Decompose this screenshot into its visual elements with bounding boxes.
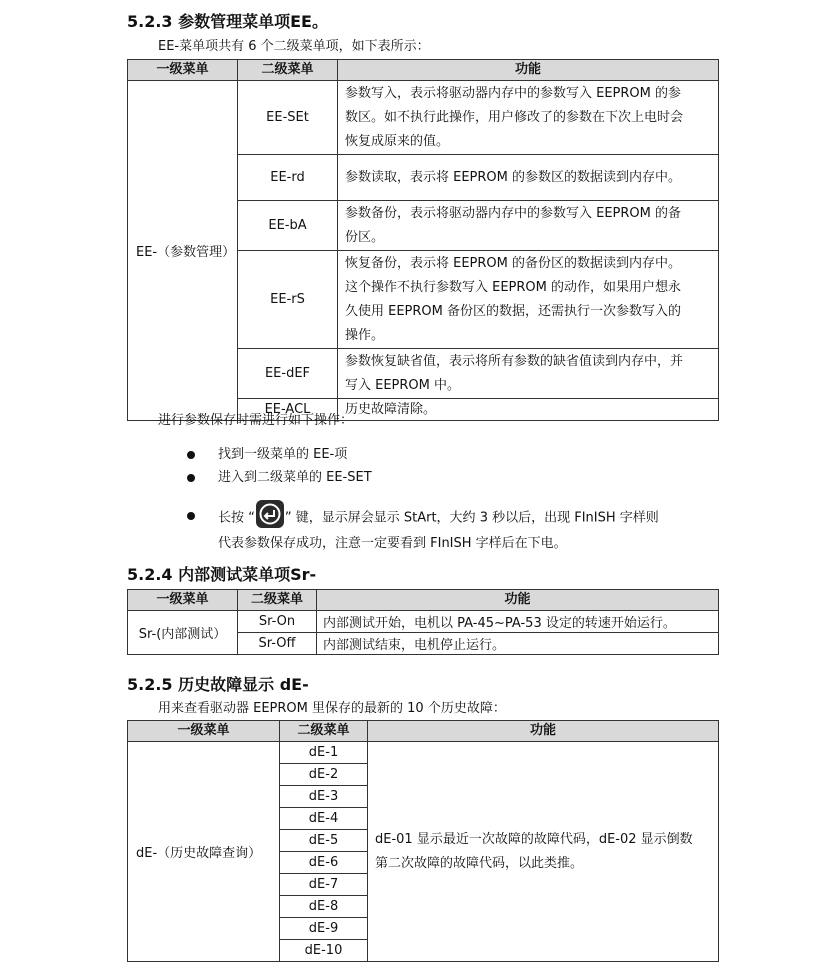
header-second-level: 二级菜单	[280, 721, 368, 742]
second-level-cell: dE-7	[280, 874, 368, 896]
second-level-cell: EE-ACL	[238, 399, 338, 421]
function-cell	[368, 742, 719, 962]
second-level-cell: dE-1	[280, 742, 368, 764]
table-header-row	[128, 60, 719, 81]
function-line: 份区。	[345, 230, 385, 245]
second-level-cell: EE-dEF	[238, 349, 338, 399]
function-cell	[338, 81, 719, 155]
save-intro-text: 进行参数保存时需进行如下操作：	[158, 413, 354, 428]
de-menu-table	[127, 720, 719, 962]
table-header-row	[128, 590, 719, 611]
list-item-text: 进入到二级菜单的 EE-SET	[218, 470, 372, 485]
function-line: 历史故障清除。	[345, 401, 437, 417]
second-level-cell: dE-9	[280, 918, 368, 940]
function-line: dE-01 显示最近一次故障的故障代码，dE-02 显示倒数	[375, 831, 693, 847]
function-line: 这个操作不执行参数写入 EEPROM 的动作，如果用户想永	[345, 280, 682, 295]
second-level-cell: dE-10	[280, 940, 368, 962]
function-line: 第二次故障的故障代码，以此类推。	[375, 855, 584, 871]
section-heading-ee: 5.2.3 参数管理菜单项EE。	[127, 12, 328, 31]
second-level-cell: EE-bA	[238, 201, 338, 251]
bullet-icon	[187, 451, 195, 459]
sr-menu-table	[127, 589, 719, 655]
first-level-cell: dE-（历史故障查询）	[128, 742, 280, 962]
header-first-level: 一级菜单	[128, 590, 238, 611]
header-second-level: 二级菜单	[238, 590, 317, 611]
function-line: 参数写入，表示将驱动器内存中的参数写入 EEPROM 的参	[345, 86, 682, 101]
first-level-cell: Sr-(内部测试）	[128, 611, 238, 655]
bullet-icon	[187, 474, 195, 482]
table-row	[128, 611, 719, 633]
function-cell	[338, 349, 719, 399]
second-level-cell: dE-5	[280, 830, 368, 852]
header-function: 功能	[338, 60, 719, 81]
second-level-cell: dE-6	[280, 852, 368, 874]
section-heading-sr: 5.2.4 内部测试菜单项Sr-	[127, 565, 317, 584]
header-function: 功能	[317, 590, 719, 611]
function-line: 参数读取，表示将 EEPROM 的参数区的数据读到内存中。	[345, 169, 682, 185]
function-line: 数区。如不执行此操作，用户修改了的参数在下次上电时会	[345, 110, 684, 125]
first-level-cell: EE-（参数管理）	[128, 81, 238, 421]
function-cell: 内部测试结束，电机停止运行。	[317, 633, 719, 655]
second-level-cell: EE-rd	[238, 155, 338, 201]
function-line: 参数备份，表示将驱动器内存中的参数写入 EEPROM 的备	[345, 206, 682, 221]
list-item-text: 代表参数保存成功，注意一定要看到 FInISH 字样后在下电。	[218, 536, 567, 551]
list-item-text-post: ” 键，显示屏会显示 StArt，大约 3 秒以后，出现 FInISH 字样则	[284, 510, 659, 526]
second-level-cell: Sr-On	[238, 611, 317, 633]
ee-intro-text: EE-菜单项共有 6 个二级菜单项，如下表所示：	[158, 39, 430, 54]
function-cell	[338, 399, 719, 421]
list-item-text-pre: 长按 “	[218, 510, 255, 526]
function-line: 写入 EEPROM 中。	[345, 378, 461, 393]
header-function: 功能	[368, 721, 719, 742]
header-first-level: 一级菜单	[128, 721, 280, 742]
bullet-icon	[187, 512, 195, 520]
second-level-cell: Sr-Off	[238, 633, 317, 655]
second-level-cell: dE-3	[280, 786, 368, 808]
second-level-cell: dE-8	[280, 896, 368, 918]
function-line: 恢复备份，表示将 EEPROM 的备份区的数据读到内存中。	[345, 256, 682, 271]
second-level-cell: dE-2	[280, 764, 368, 786]
function-line: 久使用 EEPROM 备份区的数据，还需执行一次参数写入的	[345, 304, 682, 319]
de-intro-text: 用来查看驱动器 EEPROM 里保存的最新的 10 个历史故障：	[158, 701, 506, 716]
ee-menu-table	[127, 59, 719, 421]
header-second-level: 二级菜单	[238, 60, 338, 81]
function-cell	[338, 155, 719, 201]
second-level-cell: EE-rS	[238, 251, 338, 349]
second-level-cell: EE-SEt	[238, 81, 338, 155]
function-cell	[338, 201, 719, 251]
header-first-level: 一级菜单	[128, 60, 238, 81]
list-item-text	[218, 504, 718, 532]
function-cell	[338, 251, 719, 349]
table-row	[128, 81, 719, 155]
second-level-cell: dE-4	[280, 808, 368, 830]
enter-key-icon	[256, 500, 284, 528]
table-row	[128, 742, 719, 764]
function-line: 恢复成原来的值。	[345, 134, 450, 149]
function-line: 操作。	[345, 328, 385, 343]
list-item-text: 找到一级菜单的 EE-项	[218, 447, 348, 462]
function-line: 参数恢复缺省值，表示将所有参数的缺省值读到内存中，并	[345, 354, 684, 369]
function-cell: 内部测试开始，电机以 PA-45~PA-53 设定的转速开始运行。	[317, 611, 719, 633]
section-heading-de: 5.2.5 历史故障显示 dE-	[127, 675, 309, 694]
table-header-row	[128, 721, 719, 742]
